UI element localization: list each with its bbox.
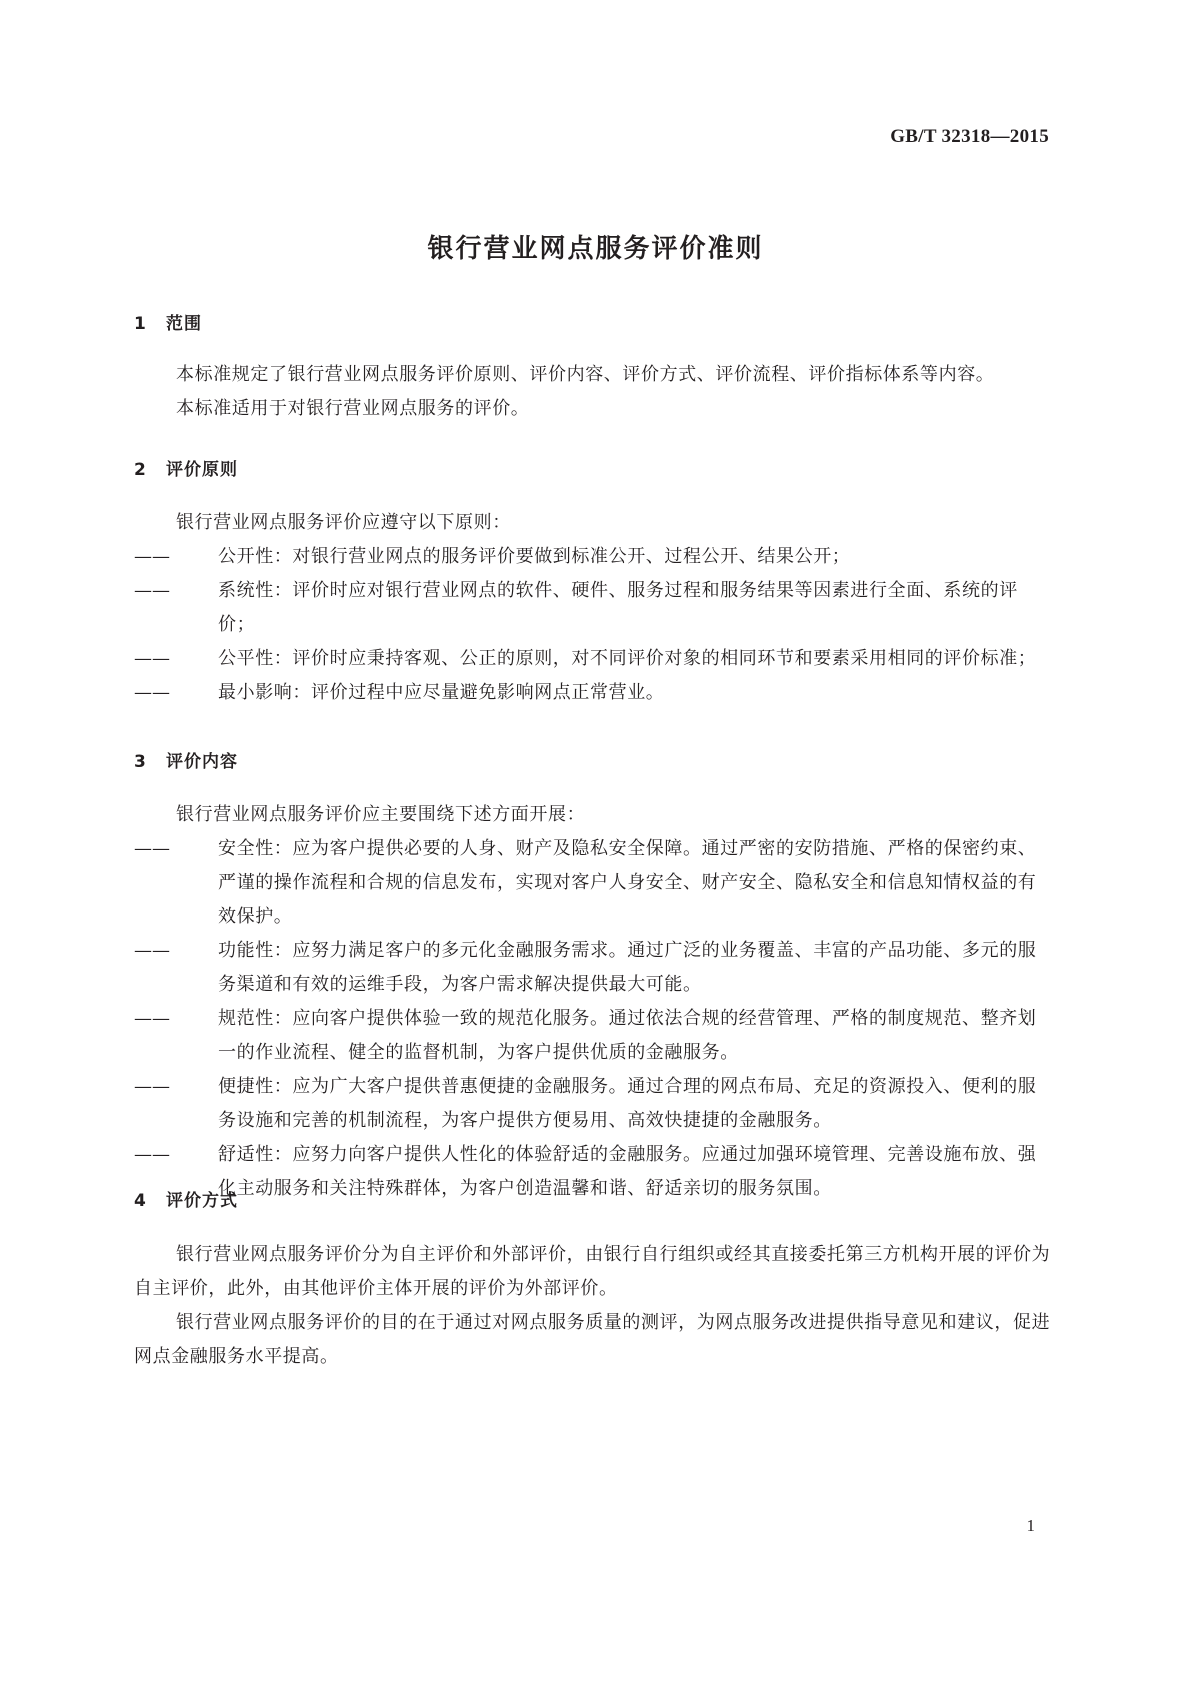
section-title: 评价内容 xyxy=(166,752,238,772)
list-item xyxy=(134,934,1052,1002)
dash-mark: —— xyxy=(134,1076,170,1097)
dash-mark: —— xyxy=(134,1008,170,1029)
list-item-text: 公平性：评价时应秉持客观、公正的原则，对不同评价对象的相同环节和要素采用相同的评价标准； xyxy=(218,648,1037,669)
dash-mark: —— xyxy=(134,1144,170,1165)
paragraph: 银行营业网点服务评价分为自主评价和外部评价，由银行自行组织或经其直接委托第三方机构开展的评价为自主评价，此外，由其他评价主体开展的评价为外部评价。 xyxy=(134,1244,1051,1299)
dash-mark: —— xyxy=(134,546,170,567)
page-number: 1 xyxy=(1026,1516,1035,1535)
section-3-heading xyxy=(134,747,238,772)
dash-mark: —— xyxy=(134,682,170,703)
list-item-text: 安全性：应为客户提供必要的人身、财产及隐私安全保障。通过严密的安防措施、严格的保密约束、严谨的操作流程和合规的信息发布，实现对客户人身安全、财产安全、隐私安全和信息知情权益的有效保护。 xyxy=(218,838,1037,927)
list-item xyxy=(134,1070,1052,1138)
list-item-text: 功能性：应努力满足客户的多元化金融服务需求。通过广泛的业务覆盖、丰富的产品功能、多元的服务渠道和有效的运维手段，为客户需求解决提供最大可能。 xyxy=(218,940,1037,995)
section-number: 2 xyxy=(134,460,146,480)
list-item xyxy=(134,676,1052,710)
dash-mark: —— xyxy=(134,580,170,601)
standard-code: GB/T 32318—2015 xyxy=(890,126,1049,147)
section-1-heading xyxy=(134,309,202,334)
list-item-text: 规范性：应向客户提供体验一致的规范化服务。通过依法合规的经营管理、严格的制度规范、整齐划一的作业流程、健全的监督机制，为客户提供优质的金融服务。 xyxy=(218,1008,1037,1063)
list-item-text: 系统性：评价时应对银行营业网点的软件、硬件、服务过程和服务结果等因素进行全面、系统的评价； xyxy=(218,580,1018,635)
paragraph: 银行营业网点服务评价的目的在于通过对网点服务质量的测评，为网点服务改进提供指导意见和建议，促进网点金融服务水平提高。 xyxy=(134,1312,1051,1367)
section-title: 范围 xyxy=(166,314,202,334)
section-3-body xyxy=(134,798,1052,1206)
section-number: 4 xyxy=(134,1191,146,1211)
list-item xyxy=(134,574,1052,642)
section-number: 3 xyxy=(134,752,146,772)
intro-paragraph: 银行营业网点服务评价应遵守以下原则： xyxy=(176,512,511,533)
section-4-heading xyxy=(134,1186,238,1211)
section-number: 1 xyxy=(134,314,146,334)
dash-mark: —— xyxy=(134,648,170,669)
list-item xyxy=(134,1002,1052,1070)
list-item-text: 公开性：对银行营业网点的服务评价要做到标准公开、过程公开、结果公开； xyxy=(218,546,851,567)
list-item-text: 便捷性：应为广大客户提供普惠便捷的金融服务。通过合理的网点布局、充足的资源投入、便利的服务设施和完善的机制流程，为客户提供方便易用、高效快捷捷的金融服务。 xyxy=(218,1076,1037,1131)
list-item xyxy=(134,540,1052,574)
section-4-body xyxy=(134,1238,1052,1374)
dash-mark: —— xyxy=(134,838,170,859)
intro-paragraph: 银行营业网点服务评价应主要围绕下述方面开展： xyxy=(176,804,586,825)
document-title: 银行营业网点服务评价准则 xyxy=(427,234,764,264)
paragraph: 本标准适用于对银行营业网点服务的评价。 xyxy=(176,398,530,419)
list-item xyxy=(134,832,1052,934)
list-item xyxy=(134,1138,1052,1206)
section-title: 评价原则 xyxy=(166,460,238,480)
paragraph: 本标准规定了银行营业网点服务评价原则、评价内容、评价方式、评价流程、评价指标体系等内容。 xyxy=(176,364,995,385)
list-item xyxy=(134,642,1052,676)
dash-mark: —— xyxy=(134,940,170,961)
section-2-body xyxy=(134,506,1052,710)
section-2-heading xyxy=(134,455,238,480)
section-title: 评价方式 xyxy=(166,1191,238,1211)
list-item-text: 舒适性：应努力向客户提供人性化的体验舒适的金融服务。应通过加强环境管理、完善设施布放、强化主动服务和关注特殊群体，为客户创造温馨和谐、舒适亲切的服务氛围。 xyxy=(218,1144,1037,1199)
list-item-text: 最小影响：评价过程中应尽量避免影响网点正常营业。 xyxy=(218,682,665,703)
section-1-body xyxy=(176,358,1052,426)
